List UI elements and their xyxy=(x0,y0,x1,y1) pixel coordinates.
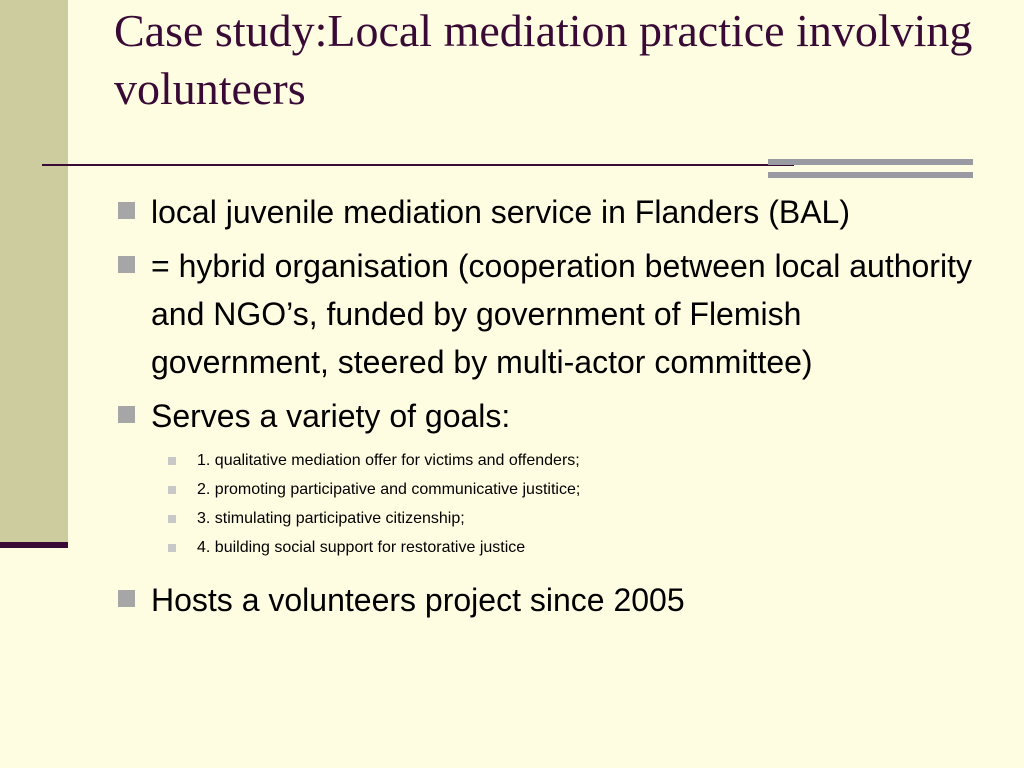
square-bullet-icon xyxy=(118,256,135,273)
goal-text: 4. building social support for restorative justice xyxy=(197,539,526,556)
slide-title: Case study:Local mediation practice involving volunteers xyxy=(114,5,973,114)
small-square-bullet-icon xyxy=(168,457,176,465)
side-decoration-base-line xyxy=(0,542,68,548)
goals-sublist xyxy=(114,446,974,562)
bullet-list xyxy=(114,188,974,630)
goal-item xyxy=(114,504,974,533)
square-bullet-icon xyxy=(118,590,135,607)
side-decoration-bar xyxy=(0,0,68,542)
goal-item xyxy=(114,475,974,504)
small-square-bullet-icon xyxy=(168,486,176,494)
bullet-item xyxy=(114,576,974,624)
square-bullet-icon xyxy=(118,202,135,219)
accent-line-upper xyxy=(768,159,973,165)
bullet-text: = hybrid organisation (cooperation between local authority and NGO’s, funded by government of Flemish government, steered by multi-actor committee) xyxy=(151,248,972,380)
goal-item xyxy=(114,446,974,475)
bullet-item xyxy=(114,242,974,386)
small-square-bullet-icon xyxy=(168,515,176,523)
square-bullet-icon xyxy=(118,406,135,423)
goal-text: 3. stimulating participative citizenship; xyxy=(197,510,465,527)
goal-text: 1. qualitative mediation offer for victims and offenders; xyxy=(197,452,580,469)
goal-text: 2. promoting participative and communicative justitice; xyxy=(197,481,581,498)
accent-line-lower xyxy=(768,172,973,178)
bullet-item xyxy=(114,188,974,236)
small-square-bullet-icon xyxy=(168,544,176,552)
goals-sublist-container xyxy=(114,446,974,562)
bullet-item xyxy=(114,392,974,440)
title-underline xyxy=(42,164,794,166)
bullet-text: Hosts a volunteers project since 2005 xyxy=(151,582,685,618)
bullet-text: Serves a variety of goals: xyxy=(151,398,511,434)
goal-item xyxy=(114,533,974,562)
bullet-text: local juvenile mediation service in Flanders (BAL) xyxy=(151,194,850,230)
